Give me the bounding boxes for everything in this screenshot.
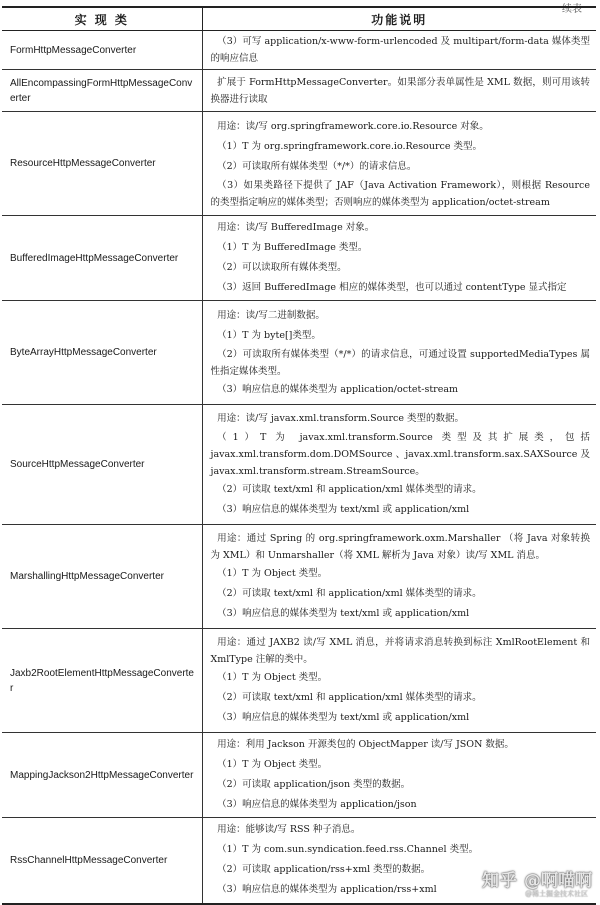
table-body: [2, 31, 596, 904]
class-name-cell: MarshallingHttpMessageConverter: [2, 525, 202, 629]
description-line: （2）可读取 application/json 类型的数据。: [217, 779, 411, 790]
description-cell: [202, 629, 596, 733]
table-row: [2, 525, 596, 629]
description-line: （3）返回 BufferedImage 相应的媒体类型，也可以通过 contentType 显式指定: [217, 282, 567, 293]
description-line: （2）可读取所有媒体类型（*/*）的请求信息，可通过设置 supportedMediaTypes 属性指定媒体类型。: [210, 348, 590, 377]
description-line: 用途：读/写 org.springframework.core.io.Resource 对象。: [217, 120, 489, 132]
description-line: （2）可读取 application/rss+xml 类型的数据。: [217, 864, 431, 876]
class-name-cell: BufferedImageHttpMessageConverter: [2, 216, 202, 301]
description-line: （3）响应信息的媒体类型为 application/json: [217, 799, 417, 810]
class-name-cell: ResourceHttpMessageConverter: [2, 112, 202, 216]
table-row: [2, 112, 596, 216]
converter-table: [2, 6, 596, 905]
description-line: 用途：通过 JAXB2 读/写 XML 消息，并将请求消息转换到标注 XmlRootElement 和 XmlType 注解的类中。: [210, 636, 590, 665]
description-line: 用途：读/写 javax.xml.transform.Source 类型的数据。: [217, 413, 464, 424]
description-line: （1）T 为 byte[]类型。: [217, 329, 321, 341]
watermark-brand: 知乎: [482, 871, 518, 891]
description-cell: [202, 301, 596, 405]
description-line: 扩展于 FormHttpMessageConverter。如果部分表单属性是 XML 数据，则可用该转换器进行读取: [210, 76, 590, 105]
description-line: （3）可写 application/x-www-form-urlencoded 及 multipart/form-data 媒体类型的响应信息: [210, 36, 590, 64]
description-cell: [202, 405, 596, 525]
class-name-cell: AllEncompassingFormHttpMessageConverter: [2, 70, 202, 112]
description-line: 用途：利用 Jackson 开源类包的 ObjectMapper 读/写 JSON 数据。: [217, 739, 514, 750]
description-line: （2）可读取 text/xml 和 application/xml 媒体类型的请求。: [217, 691, 482, 703]
table-row: [2, 629, 596, 733]
description-line: （3）响应信息的媒体类型为 text/xml 或 application/xml: [217, 711, 470, 723]
class-name-cell: RssChannelHttpMessageConverter: [2, 818, 202, 904]
description-line: （3）如果类路径下提供了 JAF（Java Activation Framework），则根据 Resource 的类型指定响应的媒体类型；否则响应的媒体类型为 application/octet-stream: [210, 179, 590, 208]
header-class: 实 现 类: [2, 7, 202, 31]
table-row: [2, 301, 596, 405]
class-name-cell: Jaxb2RootElementHttpMessageConverter: [2, 629, 202, 733]
class-name-cell: ByteArrayHttpMessageConverter: [2, 301, 202, 405]
table-row: [2, 70, 596, 112]
description-line: 用途：读/写 BufferedImage 对象。: [217, 222, 375, 233]
description-line: （1）T 为 BufferedImage 类型。: [217, 242, 368, 253]
class-name-cell: FormHttpMessageConverter: [2, 31, 202, 70]
description-line: （2）可读取所有媒体类型（*/*）的请求信息。: [217, 160, 417, 172]
description-cell: [202, 112, 596, 216]
description-line: （1）T 为 Object 类型。: [217, 567, 328, 579]
class-name-cell: MappingJackson2HttpMessageConverter: [2, 733, 202, 818]
description-line: （2）可读取 text/xml 和 application/xml 媒体类型的请求。: [217, 484, 482, 495]
description-line: （2）可以读取所有媒体类型。: [217, 262, 347, 273]
watermark-sub: @稀土掘金技术社区: [525, 890, 588, 898]
description-line: （3）响应信息的媒体类型为 application/octet-stream: [217, 383, 459, 395]
description-line: （1）T 为 Object 类型。: [217, 671, 328, 683]
description-line: （3）响应信息的媒体类型为 text/xml 或 application/xml: [217, 504, 470, 515]
description-cell: [202, 733, 596, 818]
description-cell: [202, 525, 596, 629]
description-line: （1）T 为 javax.xml.transform.Source 类型及其扩展类，包括 javax.xml.transform.dom.DOMSource 、javax.xml.transform.sax.SAXSource 及 javax.xml.transform.stream.StreamSource。: [210, 432, 590, 477]
description-cell: [202, 70, 596, 112]
table-header-row: [2, 7, 596, 31]
description-line: （1）T 为 com.sun.syndication.feed.rss.Channel 类型。: [217, 844, 479, 856]
table-row: [2, 405, 596, 525]
watermark: [482, 866, 592, 898]
header-description: 功能说明: [202, 7, 596, 31]
continued-label: 续表: [562, 4, 582, 15]
description-line: （1）T 为 Object 类型。: [217, 759, 328, 770]
description-line: 用途：通过 Spring 的 org.springframework.oxm.Marshaller （将 Java 对象转换为 XML）和 Unmarshaller（将 XML 解析为 Java 对象）读/写 XML 消息。: [210, 532, 590, 561]
description-cell: [202, 31, 596, 70]
table-row: [2, 733, 596, 818]
description-line: 用途：读/写二进制数据。: [217, 309, 325, 321]
class-name-cell: SourceHttpMessageConverter: [2, 405, 202, 525]
table-row: [2, 216, 596, 301]
description-cell: [202, 216, 596, 301]
watermark-user: @啊喵啊: [524, 871, 592, 891]
description-line: （2）可读取 text/xml 和 application/xml 媒体类型的请求。: [217, 587, 482, 599]
description-line: （1）T 为 org.springframework.core.io.Resource 类型。: [217, 140, 483, 152]
description-line: （3）响应信息的媒体类型为 text/xml 或 application/xml: [217, 607, 470, 619]
table-row: [2, 31, 596, 70]
description-line: （3）响应信息的媒体类型为 application/rss+xml: [217, 884, 437, 896]
description-line: 用途：能够读/写 RSS 种子消息。: [217, 824, 361, 836]
